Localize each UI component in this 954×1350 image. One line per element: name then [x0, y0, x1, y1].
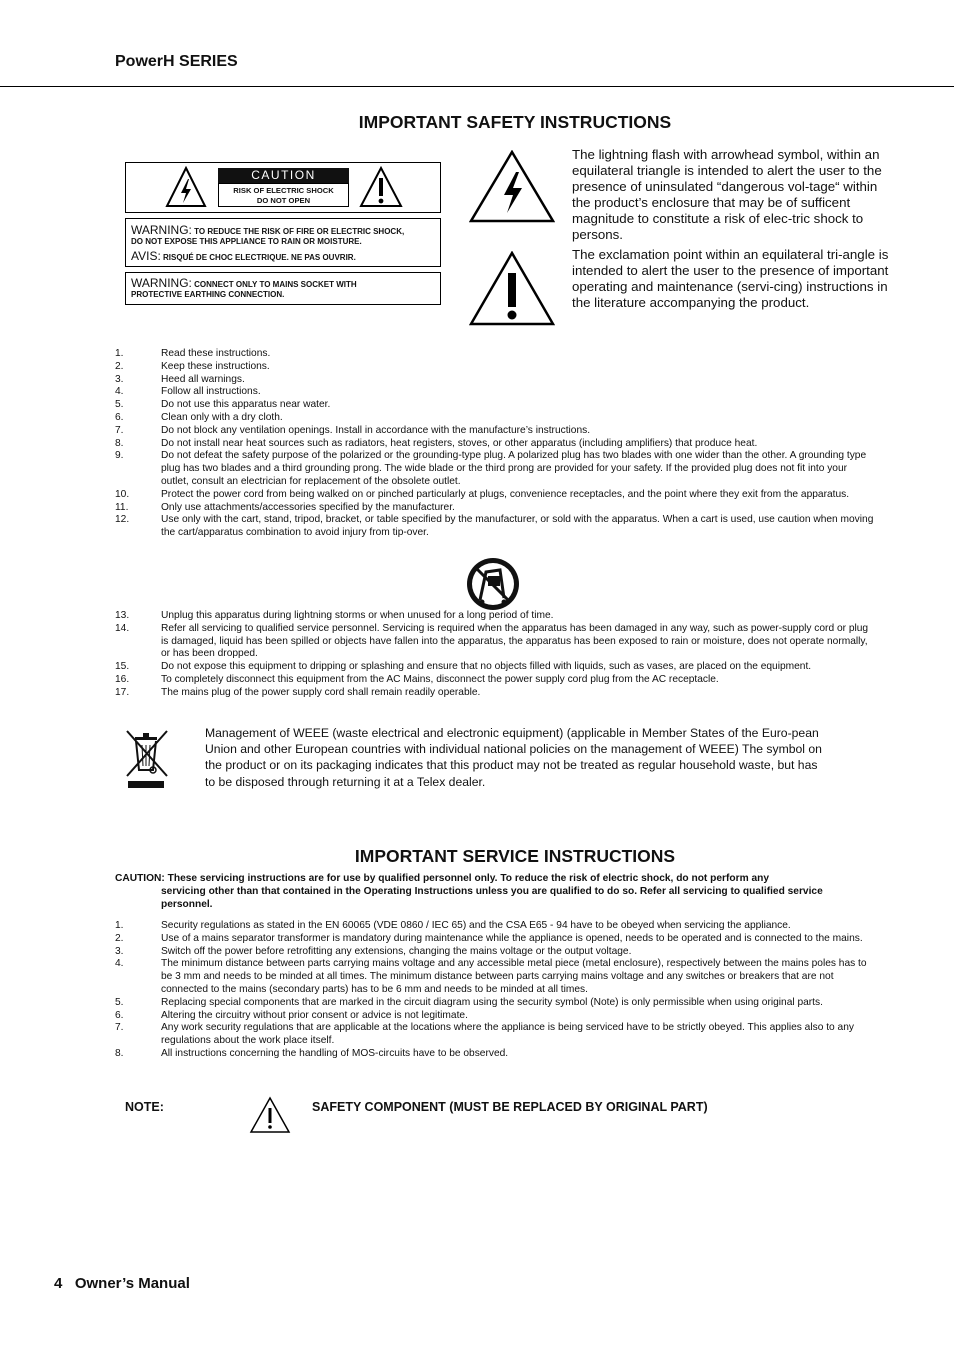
list-item: [115, 958, 875, 996]
list-item: [115, 946, 875, 959]
list-item-text: Follow all instructions.: [161, 386, 261, 398]
exclamation-triangle-icon: [358, 166, 404, 208]
list-item-text: Do not use this apparatus near water.: [161, 399, 331, 411]
list-item-text: Keep these instructions.: [161, 360, 270, 372]
list-item-text: Switch off the power before retrofitting any extensions, changing the mains voltage or the output voltage.: [161, 945, 632, 957]
header-rule: [0, 86, 954, 87]
list-item-number: 1.: [115, 348, 124, 359]
list-item-number: 15.: [115, 661, 130, 673]
safety-list-2: [115, 610, 875, 700]
list-item-text: Use only with the cart, stand, tripod, bracket, or table specified by the manufacturer, or sold with the apparatus. When a cart is used, use caution when moving the cart/apparatus combination to avoid injury from tip-over.: [161, 514, 874, 539]
list-item-number: 5.: [115, 996, 124, 1008]
exclamation-description: The exclamation point within an equilateral tri-angle is intended to alert the user to the presence of important operating and maintenance (servi-cing) instructions in the literature accompanying the product.: [572, 247, 889, 310]
exclamation-point-icon: [469, 251, 555, 326]
list-item: [115, 514, 875, 540]
list-item-text: The mains plug of the power supply cord shall remain readily operable.: [161, 686, 481, 698]
list-item: [115, 348, 875, 361]
lightning-flash-icon: [469, 150, 555, 223]
lightning-description: The lightning flash with arrowhead symbol, within an equilateral triangle is intended to alert the user to the presence of uninsulated “dangerous vol-tage“ within the product’s enclosure that may be of sufficent magnitude to constitute a risk of elec-tric shock to persons.: [572, 147, 882, 242]
list-item: [115, 1048, 875, 1061]
list-item: [115, 386, 875, 399]
caution-label: CAUTION: [218, 168, 349, 183]
footer: 4 Owner’s Manual: [54, 1275, 190, 1292]
caution-sub: [218, 183, 349, 207]
list-item: [115, 920, 875, 933]
safety-component-icon: [249, 1096, 291, 1134]
earthing-warning-box: [125, 272, 441, 305]
weee-description: Management of WEEE (waste electrical and electronic equipment) (applicable in Member States of the Euro-pean Union and other European countries with individual national policies on the management of WEEE) The symbol on the product or on its packaging indicates that this product may not be treated as regular household waste, but has to be disposed through returning it at a Telex dealer.: [205, 726, 822, 789]
list-item: [115, 489, 875, 502]
list-item-number: 3.: [115, 373, 124, 385]
list-item-number: 4.: [115, 386, 124, 398]
list-item-text: Do not expose this equipment to dripping or splashing and ensure that no objects filled with liquids, such as vases, are placed on the equipment.: [161, 661, 812, 673]
caution-sub-line2: DO NOT OPEN: [256, 195, 311, 205]
warning-box: [125, 218, 441, 267]
avis-line: AVIS: RISQUÉ DE CHOC ELECTRIQUE. NE PAS OUVRIR.: [131, 249, 356, 263]
list-item-text: To completely disconnect this equipment from the AC Mains, disconnect the power supply cord plug from the AC receptacle.: [161, 673, 719, 685]
list-item-text: Use of a mains separator transformer is mandatory during maintenance while the appliance is opened, needs to be operated and is connected to the mains.: [161, 932, 863, 944]
series-title: PowerH SERIES: [115, 53, 238, 70]
lightning-triangle-icon: [164, 166, 208, 208]
list-item-text: The minimum distance between parts carrying mains voltage and any accessible metal piece (metal enclosure), respectively between the mains poles has to be 3 mm and needs to be minded at all times. The minimum distance between parts carrying mains voltage and any switches or breakers that are not connected to the mains (secondary parts) has to be 6 mm and needs to be minded at all times.: [161, 958, 867, 995]
earthing-line-2: PROTECTIVE EARTHING CONNECTION.: [131, 290, 285, 299]
list-item: [115, 412, 875, 425]
list-item-number: 10.: [115, 488, 130, 500]
list-item-number: 1.: [115, 920, 124, 931]
list-item: [115, 502, 875, 515]
service-list: [115, 920, 875, 1061]
list-item-number: 14.: [115, 622, 130, 634]
service-caution: [115, 873, 875, 911]
list-item-text: Read these instructions.: [161, 348, 271, 359]
list-item: [115, 399, 875, 412]
list-item-text: Protect the power cord from being walked on or pinched particularly at plugs, convenience receptacles, and the point where they exit from the apparatus.: [161, 488, 850, 500]
warning-line-1: WARNING: TO REDUCE THE RISK OF FIRE OR ELECTRIC SHOCK,: [131, 223, 405, 237]
list-item: [115, 425, 875, 438]
list-item-number: 5.: [115, 399, 124, 411]
list-item-text: Only use attachments/accessories specified by the manufacturer.: [161, 501, 455, 513]
service-title: IMPORTANT SERVICE INSTRUCTIONS: [354, 846, 676, 866]
weee-bin-icon: [124, 728, 170, 790]
list-item: [115, 933, 875, 946]
list-item-text: Do not block any ventilation openings. Install in accordance with the manufacture’s instructions.: [161, 424, 591, 436]
note-label: NOTE:: [125, 1100, 164, 1114]
list-item-number: 8.: [115, 437, 124, 449]
safety-title: IMPORTANT SAFETY INSTRUCTIONS: [358, 112, 672, 132]
list-item-text: Do not install near heat sources such as radiators, heat registers, stoves, or other apparatus (including amplifiers) that produce heat.: [161, 437, 758, 449]
list-item-number: 7.: [115, 1022, 124, 1034]
list-item-text: Altering the circuitry without prior consent or advice is not legitimate.: [161, 1009, 468, 1021]
list-item: [115, 361, 875, 374]
list-item: [115, 687, 875, 700]
list-item: [115, 438, 875, 451]
list-item-text: Do not defeat the safety purpose of the polarized or the grounding-type plug. A polarized plug has two blades with one wider than the other. A grounding type plug has two blades and a third grounding prong. The wide blade or the third prong are provided for your safety. If the provided plug does not fit into your outlet, consult an electrician for replacement of the obsolete outlet.: [161, 450, 867, 487]
list-item: [115, 661, 875, 674]
list-item-text: Clean only with a dry cloth.: [161, 411, 283, 423]
list-item-number: 9.: [115, 450, 124, 462]
list-item-number: 8.: [115, 1047, 124, 1059]
list-item: [115, 674, 875, 687]
list-item-text: Any work security regulations that are applicable at the locations where the appliance is being serviced have to be strictly obeyed. This applies also to any regulations about the work place itself.: [161, 1022, 854, 1047]
list-item-text: All instructions concerning the handling of MOS-circuits have to be observed.: [161, 1047, 509, 1059]
list-item-text: Unplug this apparatus during lightning storms or when unused for a long period of time.: [161, 610, 554, 621]
list-item-number: 17.: [115, 686, 130, 698]
list-item-number: 16.: [115, 673, 130, 685]
list-item: [115, 1010, 875, 1023]
list-item: [115, 997, 875, 1010]
list-item: [115, 610, 875, 623]
caution-sub-line1: RISK OF ELECTRIC SHOCK: [233, 186, 334, 195]
list-item-number: 6.: [115, 411, 124, 423]
list-item-number: 2.: [115, 360, 124, 372]
note-text: SAFETY COMPONENT (MUST BE REPLACED BY ORIGINAL PART): [312, 1100, 708, 1114]
list-item: [115, 374, 875, 387]
list-item-text: Refer all servicing to qualified service personnel. Servicing is required when the apparatus has been damaged in any way, such as power-supply cord or plug is damaged, liquid has been spilled or objects have fallen into the apparatus, the apparatus has been exposed to rain or moisture, does not operate normally, or has been dropped.: [161, 622, 869, 660]
list-item-number: 13.: [115, 610, 130, 621]
list-item-number: 2.: [115, 932, 124, 944]
earthing-line-1: WARNING: CONNECT ONLY TO MAINS SOCKET WITH: [131, 276, 357, 290]
list-item-text: Heed all warnings.: [161, 373, 245, 385]
cart-tipover-icon: [464, 556, 522, 612]
list-item-number: 3.: [115, 945, 124, 957]
service-caution-line2: servicing other than that contained in the Operating Instructions unless you are qualified to do so. Refer all servicing to qualified service personnel.: [161, 885, 823, 910]
list-item: [115, 450, 875, 488]
list-item-number: 11.: [115, 501, 129, 513]
list-item-number: 6.: [115, 1009, 124, 1021]
list-item-number: 7.: [115, 424, 124, 436]
list-item-number: 12.: [115, 514, 130, 526]
list-item-number: 4.: [115, 958, 124, 970]
list-item: [115, 623, 875, 661]
safety-list-1: [115, 348, 875, 540]
service-caution-line1: CAUTION: These servicing instructions are for use by qualified personnel only. To reduce the risk of electric shock, do not perform any: [115, 873, 770, 884]
warning-line-2: DO NOT EXPOSE THIS APPLIANCE TO RAIN OR MOISTURE.: [131, 237, 362, 246]
list-item-text: Security regulations as stated in the EN 60065 (VDE 0860 / IEC 65) and the CSA E65 - 94 have to be obeyed when servicing the appliance.: [161, 920, 791, 931]
list-item: [115, 1022, 875, 1048]
list-item-text: Replacing special components that are marked in the circuit diagram using the security symbol (Note) is only permissible when using original parts.: [161, 996, 823, 1008]
